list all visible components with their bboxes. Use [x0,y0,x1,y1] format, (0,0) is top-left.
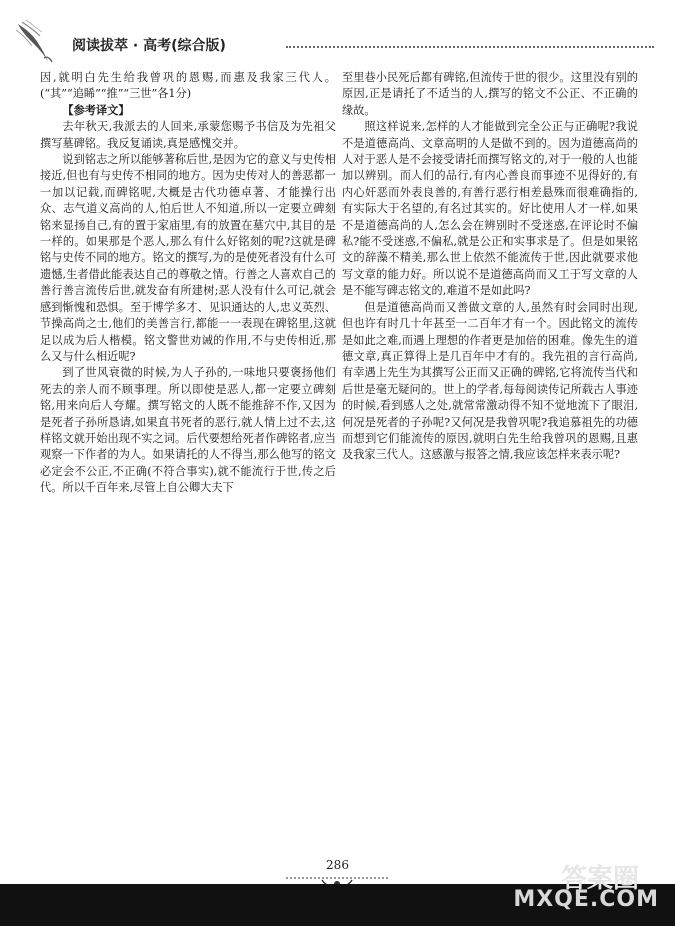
watermark-logo: 答案圈 [560,864,639,894]
page-number: 286 [326,858,349,872]
paragraph: 去年秋天,我派去的人回来,承蒙您赐予书信及为先祖父撰写墓碑铭。我反复诵读,真是感愧交并。 [40,120,336,150]
right-column [342,70,638,464]
brush-stroke-icon [14,18,66,66]
header-dotted-rule [286,46,654,48]
left-column [40,70,336,497]
page-header [14,18,654,68]
watermark-text: MXQE.COM [513,887,659,912]
paragraph: 照这样说来,怎样的人才能做到完全公正与正确呢?我说不是道德高尚、文章高明的人是做不到的。因为道德高尚的人对于恶人是不会接受请托而撰写铭文的,对于一般的人也能加以辨别。而人们的品行,有内心善良而事迹不见得好的,有内心奸恶而外表良善的,有善行恶行相差悬殊而很难确指的,有实际大于名望的,有名过其实的。好比使用人才一样,如果不是道德高尚的人,怎么会在辨别时不受迷惑,在评论时不偏私?能不受迷惑,不偏私,就是公正和实事求是了。但是如果铭文的辞藻不精美,那么世上依然不能流传于世,因此就要求他写文章的能力好。所以说不是道德高尚而又工于写文章的人是不能写碑志铭文的,难道不是如此吗? [342,120,638,298]
paragraph: 到了世风衰微的时候,为人子孙的,一味地只要褒扬他们死去的亲人而不顾事理。所以即使是恶人,都一定要立碑刻铭,用来向后人夸耀。撰写铭文的人既不能推辞不作,又因为是死者子孙所恳请,如果直书死者的恶行,就人情上过不去,这样铭文就开始出现不实之词。后代要想给死者作碑铭者,应当观察一下作者的为人。如果请托的人不得当,那么他写的铭文必定会不公正,不正确(不符合事实),就不能流行于世,传之后代。所以千百年来,尽管上自公卿大夫下 [40,366,336,495]
paragraph: 但是道德高尚而又善做文章的人,虽然有时会同时出现,但也许有时几十年甚至一二百年才有一个。因此铭文的流传是如此之难,而遇上理想的作者更是加倍的困难。像先生的道德文章,真正算得上是几百年中才有的。我先祖的言行高尚,有幸遇上先生为其撰写公正而又正确的碑铭,它将流传当代和后世是毫无疑问的。世上的学者,每每阅读传记所载古人事迹的时候,看到感人之处,就常常激动得不知不觉地流下了眼泪,何况是死者的子孙呢?又何况是我曾巩呢?我追慕祖先的功德而想到它们能流传的原因,就明白先生给我曾巩的恩赐,且惠及我家三代人。这感激与报答之情,我应该怎样来表示呢? [342,300,638,462]
paragraph: 至里巷小民死后都有碑铭,但流传于世的很少。这里没有别的原因,正是请托了不适当的人,撰写的铭文不公正、不正确的缘故。 [342,71,638,117]
section-heading: 【参考译文】 [62,103,130,117]
paragraph: 说到铭志之所以能够著称后世,是因为它的意义与史传相接近,但也有与史传不相同的地方。因为史传对人的善恶都一一加以记载,而碑铭呢,大概是古代功德卓著、才能操行出众、志气道义高尚的人,怕后世人不知道,所以一定要立碑刻铭来显扬自己,有的置于家庙里,有的放置在墓穴中,其目的是一样的。如果那是个恶人,那么有什么好铭刻的呢?这就是碑铭与史传不同的地方。铭文的撰写,为的是使死者没有什么可遗憾,生者借此能表达自己的尊敬之情。行善之人喜欢自己的善行善言流传后世,就发奋有所建树;恶人没有什么可记,就会感到惭愧和恐惧。至于博学多才、见识通达的人,忠义英烈、节操高尚之士,他们的美善言行,都能一一表现在碑铭里,这就足以成为后人楷模。铭文警世劝诫的作用,不与史传相近,那么又与什么相近呢? [40,153,336,363]
paragraph: 因,就明白先生给我曾巩的恩赐,而惠及我家三代人。(“其”“追睎”“推”“三世”各1分) [40,71,336,101]
book-title: 阅读拔萃 · 高考(综合版) [72,38,226,54]
watermark [511,858,661,920]
